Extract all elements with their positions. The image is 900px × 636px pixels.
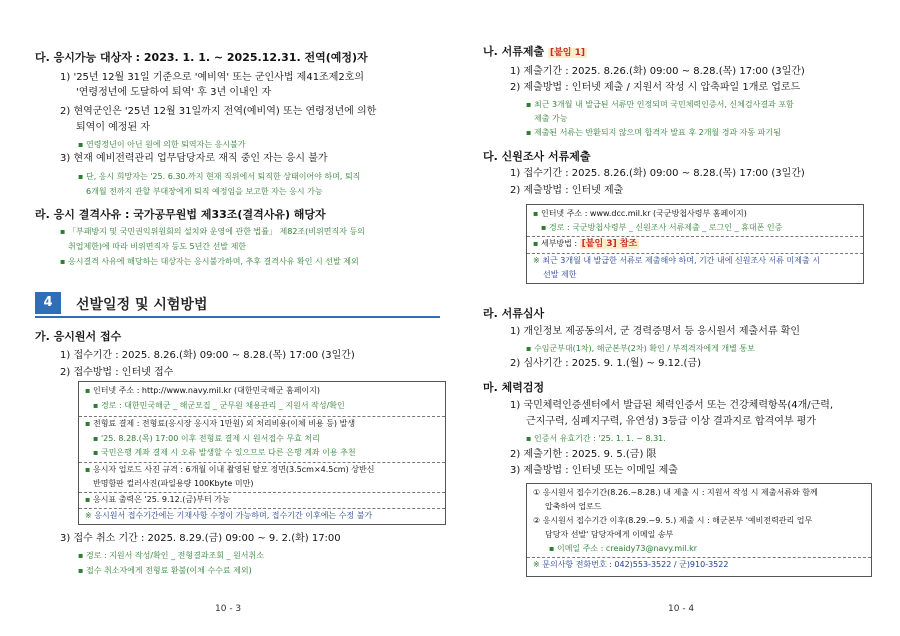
disqualification-note-1-line-1: ▪ 「부패방지 및 국민권익위원회의 설치와 운영에 관한 법률」 제82조(비위면직자 등의 xyxy=(60,227,365,236)
fitness-item-1-line-1: 1) 국민체력인증센터에서 발급된 체력인증서 또는 건강체력항목(4개/근력, xyxy=(510,400,834,411)
background-check-heading: 다. 신원조사 서류제출 xyxy=(483,150,591,163)
box-line-option-2-2: 담당자 선발' 담당자에게 이메일 송부 xyxy=(545,530,674,539)
documents-heading: 나. 서류제출 [붙임 1] xyxy=(483,45,585,58)
background-check-method: 2) 제출방법 : 인터넷 제출 xyxy=(510,185,624,196)
cancel-period: 3) 접수 취소 기간 : 2025. 8.29.(금) 09:00 ~ 9. 2.(화) 17:00 xyxy=(60,533,341,544)
page-number-right: 10 - 4 xyxy=(668,604,695,614)
attachment-ref: [붙임 3] 참조 xyxy=(581,239,638,249)
box-divider xyxy=(79,416,445,417)
eligibility-item-1-line-2: '연령정년에 도달하여 퇴역' 후 3년 이내인 자 xyxy=(76,87,272,98)
fitness-heading: 마. 체력검정 xyxy=(483,381,545,394)
section-number-badge: 4 xyxy=(35,292,61,314)
fitness-item-1-line-2: 근지구력, 심폐지구력, 유연성) 3등급 이상 결과지로 합격여부 평가 xyxy=(526,416,817,427)
attachment-ref: [붙임 1] xyxy=(549,48,585,58)
box-divider xyxy=(79,508,445,509)
box-divider xyxy=(527,557,871,558)
application-method: 2) 접수방법 : 인터넷 접수 xyxy=(60,367,174,378)
disqualification-heading: 라. 응시 결격사유 : 국가공무원법 제33조(결격사유) 해당자 xyxy=(35,208,326,221)
screening-period: 2) 심사기간 : 2025. 9. 1.(월) ~ 9.12.(금) xyxy=(510,358,701,369)
box-line-ticket: ▪ 응시표 출력은 '25. 9.12.(금)부터 가능 xyxy=(85,495,230,504)
documents-method: 2) 제출방법 : 인터넷 제출 / 지원서 작성 시 압축파일 1개로 업로드 xyxy=(510,82,801,93)
right-page xyxy=(450,0,900,636)
fitness-method: 3) 제출방법 : 인터넷 또는 이메일 제출 xyxy=(510,465,678,476)
documents-note-1-line-1: ▪ 최근 3개월 내 발급된 서류만 인정되며 국민체력인증서, 신체검사결과 포함 xyxy=(526,100,794,109)
documents-note-2: ▪ 제출된 서류는 반환되지 않으며 합격자 발표 후 2개월 경과 자동 파기됨 xyxy=(526,128,781,137)
screening-heading: 라. 서류심사 xyxy=(483,307,545,320)
eligibility-note-2: ▪ 연령정년이 아닌 원에 의한 퇴역자는 응시불가 xyxy=(78,140,246,149)
box-line-photo-spec-2: 반명함판 컬러사진(파일용량 100Kbyte 미만) xyxy=(93,479,254,488)
eligibility-heading: 다. 응시가능 대상자 : 2023. 1. 1. ~ 2025.12.31. 전역(예정)자 xyxy=(35,51,368,64)
eligibility-item-1-line-1: 1) '25년 12월 31일 기준으로 '예비역' 또는 군인사법 제41조제2호의 xyxy=(60,72,365,83)
box-divider xyxy=(79,462,445,463)
section-title: 선발일정 및 시험방법 xyxy=(76,297,208,313)
disqualification-note-2: ▪ 응시결격 사유에 해당하는 대상자는 응시불가하며, 추후 결격사유 확인 시 선발 제외 xyxy=(60,257,359,266)
box-line-contact: ※ 문의사항 전화번호 : 042)553-3522 / 군)910-3522 xyxy=(533,560,729,569)
application-heading: 가. 응시원서 접수 xyxy=(35,330,122,343)
box-line-url: ▪ 인터넷 주소 : http://www.navy.mil.kr (대한민국해군 홈페이지) xyxy=(85,386,321,395)
eligibility-item-2-line-2: 퇴역이 예정된 자 xyxy=(76,122,150,133)
eligibility-note-3-line-1: ▪ 단, 응시 희망자는 '25. 6.30.까지 현재 직위에서 퇴직한 상태이어야 하며, 퇴직 xyxy=(78,172,361,181)
cancel-note-2: ▪ 접수 취소자에게 전형료 환불(이체 수수료 제외) xyxy=(78,566,252,575)
box-line-option-1: ① 응시원서 접수기간(8.26.~8.28.) 내 제출 시 : 지원서 작성 시 제출서류와 함께 xyxy=(533,488,818,497)
box-line-url: ▪ 인터넷 주소 : www.dcc.mil.kr (국군방첩사령부 홈페이지) xyxy=(533,209,747,218)
box-line-deadline-note: ※ 최근 3개월 내 발급한 서류로 제출해야 하며, 기간 내에 신원조사 서류 미제출 시 xyxy=(533,256,820,265)
eligibility-note-3-line-2: 6개월 전까지 관할 부대장에게 퇴직 예정임을 보고한 자는 응시 가능 xyxy=(86,187,323,196)
fitness-item-1-note: ▪ 인증서 유효기간 : '25. 1. 1. ~ 8.31. xyxy=(526,434,666,443)
box-line-fee: ▪ 전형료 결제 : 전형료(응시장 응시자 1만원) 외 처리비용(이체 비용 등) 발생 xyxy=(85,419,356,428)
box-divider xyxy=(527,253,863,254)
background-check-info-box xyxy=(526,204,864,284)
eligibility-item-3: 3) 현재 예비전력관리 업무담당자로 재직 중인 자는 응시 불가 xyxy=(60,153,328,164)
disqualification-note-1-line-2: 취업제한)에 따라 비위면직자 등도 5년간 선발 제한 xyxy=(68,242,247,251)
section-divider xyxy=(35,316,440,318)
background-check-period: 1) 접수기간 : 2025. 8.26.(화) 09:00 ~ 8.28.(목) 17:00 (3일간) xyxy=(510,168,805,179)
box-line-option-1-2: 압축하여 업로드 xyxy=(545,502,602,511)
box-line-photo-spec: ▪ 응시자 업로드 사진 규격 : 6개월 이내 촬영된 탈모 정면(3.5cm×4.5cm) 상반신 xyxy=(85,465,375,474)
box-line-fee-deadline: ▪ '25. 8.28.(목) 17:00 이후 전형료 결제 시 원서접수 무효 처리 xyxy=(93,434,320,443)
eligibility-item-2-line-1: 2) 현역군인은 '25년 12월 31일까지 전역(예비역) 또는 연령정년에 의한 xyxy=(60,106,377,117)
box-line-path: ▪ 경로 : 국군방첩사령부 _ 신원조사 서류제출 _ 로그인 _ 휴대폰 인증 xyxy=(541,223,783,232)
box-line-email: ▪ 이메일 주소 : creaidy73@navy.mil.kr xyxy=(549,544,698,553)
box-line-detail: ▪ 세부방법 : [붙임 3] 참조 xyxy=(533,239,638,249)
page-number-left: 10 - 3 xyxy=(215,604,242,614)
box-line-edit-note: ※ 응시원서 접수기간에는 기재사항 수정이 가능하며, 접수기간 이후에는 수정 불가 xyxy=(85,511,373,520)
documents-note-1-line-2: 제출 가능 xyxy=(534,114,568,123)
box-line-bank-note: ▪ 국민은행 계좌 결제 시 오류 발생할 수 있으므로 다른 은행 계좌 이용 추천 xyxy=(93,448,356,457)
box-line-deadline-note-2: 선발 제한 xyxy=(543,270,577,279)
box-line-path: ▪ 경로 : 대한민국해군 _ 해군모집 _ 군무원 채용관리 _ 지원서 작성/확인 xyxy=(93,401,345,410)
fitness-info-box xyxy=(526,483,872,577)
documents-period: 1) 제출기간 : 2025. 8.26.(화) 09:00 ~ 8.28.(목) 17:00 (3일간) xyxy=(510,66,805,77)
application-period: 1) 접수기간 : 2025. 8.26.(화) 09:00 ~ 8.28.(목) 17:00 (3일간) xyxy=(60,350,355,361)
fitness-deadline: 2) 제출기한 : 2025. 9. 5.(금) 限 xyxy=(510,449,657,460)
screening-item-1-note: ▪ 수임군부대(1차), 해군본부(2차) 확인 / 부적격자에게 개별 통보 xyxy=(526,344,755,353)
box-divider xyxy=(527,236,863,237)
box-line-option-2: ② 응시원서 접수기간 이후(8.29.~9. 5.) 제출 시 : 해군본부 '예비전력관리 업무 xyxy=(533,516,813,525)
screening-item-1: 1) 개인정보 제공동의서, 군 경력증명서 등 응시원서 제출서류 확인 xyxy=(510,326,801,337)
cancel-note-1: ▪ 경로 : 지원서 작성/확인 _ 전형결과조회 _ 원서취소 xyxy=(78,551,264,560)
box-divider xyxy=(79,492,445,493)
application-info-box xyxy=(78,381,446,525)
